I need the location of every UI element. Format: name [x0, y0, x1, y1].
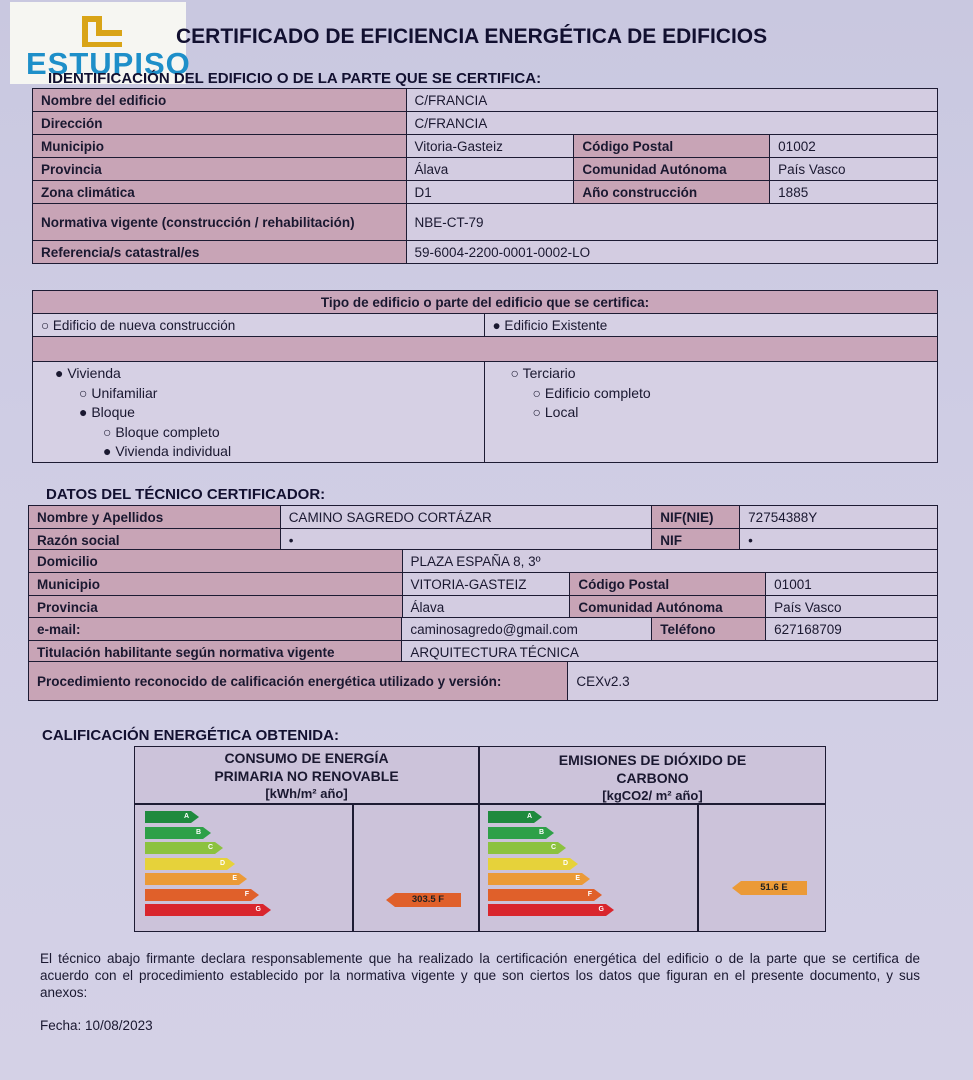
telefono-label: Teléfono — [652, 618, 766, 641]
scale-bar-g — [488, 904, 606, 916]
declaracion-text: El técnico abajo firmante declara responsablemente que ha realizado la certificación energética del edificio o de la parte que se certifica de acuerdo con el procedimiento establecido por la normativa vigente y que son ciertos los datos que figuran en el presente documento, y sus anexos: — [40, 951, 920, 1000]
procedimiento-value: CEXv2.3 — [568, 662, 938, 701]
tipo-edificio-table — [32, 290, 938, 463]
scale-bar-b — [145, 827, 203, 839]
domicilio-label: Domicilio — [29, 550, 403, 573]
scale-bar-b — [488, 827, 546, 839]
tec-municipio-value: VITORIA-GASTEIZ — [402, 573, 570, 596]
fecha-text: Fecha: 10/08/2023 — [40, 1018, 153, 1033]
tecnico-table-a — [28, 505, 938, 552]
logo-text: ESTUPISO — [26, 46, 191, 81]
scale-letter-f: F — [244, 890, 249, 898]
scale-bar-c — [145, 842, 215, 854]
emisiones-scale — [488, 809, 688, 927]
tecnico-table-d — [28, 661, 938, 701]
telefono-value: 627168709 — [766, 618, 938, 641]
nombre-apellidos-label: Nombre y Apellidos — [29, 506, 281, 529]
emisiones-title-line2: CARBONO — [616, 770, 689, 786]
anio-value: 1885 — [770, 181, 938, 204]
direccion-label: Dirección — [33, 112, 407, 135]
scale-bar-g — [145, 904, 263, 916]
scale-bar-a — [488, 811, 534, 823]
referencia-label: Referencia/s catastral/es — [33, 241, 407, 264]
nombre-edificio-label: Nombre del edificio — [33, 89, 407, 112]
scale-letter-b: B — [538, 828, 544, 836]
scale-bar-c — [488, 842, 558, 854]
comunidad-label: Comunidad Autónoma — [574, 158, 770, 181]
scale-bar-f — [145, 889, 251, 901]
consumo-title-line1: CONSUMO DE ENERGÍA — [224, 750, 389, 766]
scale-letter-f: F — [587, 890, 592, 898]
scale-bar-f — [488, 889, 594, 901]
domicilio-value: PLAZA ESPAÑA 8, 3º — [402, 550, 937, 573]
scale-letter-a: A — [526, 813, 532, 820]
anio-label: Año construcción — [574, 181, 770, 204]
razon-social-value: • — [280, 529, 652, 552]
codigo-postal-value: 01002 — [770, 135, 938, 158]
procedimiento-label: Procedimiento reconocido de calificación energética utilizado y versión: — [29, 662, 568, 701]
scale-letter-c: C — [550, 844, 556, 851]
local-option: ○ Local — [532, 404, 579, 420]
email-label: e-mail: — [29, 618, 402, 641]
scale-letter-d: D — [219, 859, 225, 867]
scale-letter-c: C — [207, 844, 213, 851]
unifamiliar-option: ○ Unifamiliar — [79, 384, 158, 401]
scale-letter-a: A — [183, 813, 189, 820]
nif-label: NIF — [652, 529, 740, 552]
normativa-value: NBE-CT-79 — [406, 204, 937, 241]
provincia-value: Álava — [406, 158, 574, 181]
nif-nie-value: 72754388Y — [740, 506, 938, 529]
vivienda-options — [33, 362, 485, 463]
scale-bar-d — [145, 858, 227, 870]
normativa-label: Normativa vigente (construcción / rehabilitación) — [33, 204, 407, 241]
building-table — [32, 88, 938, 264]
tipo-edificio-heading: Tipo de edificio o parte del edificio que se certifica: — [33, 291, 938, 314]
tecnico-table-c — [28, 617, 938, 664]
municipio-value: Vitoria-Gasteiz — [406, 135, 574, 158]
tec-provincia-label: Provincia — [29, 596, 403, 619]
bloque-option: ● Bloque — [79, 404, 135, 420]
scale-letter-d: D — [562, 859, 568, 867]
vivienda-individual-option: ● Vivienda individual — [103, 443, 232, 459]
tec-cp-value: 01001 — [766, 573, 938, 596]
nif-value: • — [740, 529, 938, 552]
nueva-construccion-option: ○ Edificio de nueva construcción — [33, 314, 485, 337]
referencia-value: 59-6004-2200-0001-0002-LO — [406, 241, 937, 264]
terciario-options — [484, 362, 937, 463]
tecnico-table-b — [28, 549, 938, 619]
provincia-label: Provincia — [33, 158, 407, 181]
titulacion-value: ARQUITECTURA TÉCNICA — [402, 641, 938, 664]
scale-letter-g: G — [598, 906, 604, 913]
scale-letter-g: G — [255, 906, 261, 913]
bloque-completo-option: ○ Bloque completo — [103, 423, 220, 440]
municipio-label: Municipio — [33, 135, 407, 158]
consumo-unit: [kWh/m² año] — [265, 786, 348, 801]
house-logo-icon — [82, 16, 122, 48]
tec-municipio-label: Municipio — [29, 573, 403, 596]
section-calificacion-heading: CALIFICACIÓN ENERGÉTICA OBTENIDA: — [42, 727, 339, 744]
edificio-existente-option: ● Edificio Existente — [484, 314, 937, 337]
scale-letter-e: E — [232, 875, 237, 882]
email-value: caminosagredo@gmail.com — [402, 618, 652, 641]
scale-bar-e — [488, 873, 582, 885]
consumo-result-marker: 303.5 F — [395, 893, 461, 907]
edificio-completo-option: ○ Edificio completo — [532, 384, 651, 401]
scale-bar-d — [488, 858, 570, 870]
scale-letter-e: E — [575, 875, 580, 882]
nif-nie-label: NIF(NIE) — [652, 506, 740, 529]
scale-letter-b: B — [195, 828, 201, 836]
scale-bar-e — [145, 873, 239, 885]
section-tecnico-heading: DATOS DEL TÉCNICO CERTIFICADOR: — [46, 486, 326, 503]
consumo-scale — [145, 809, 345, 927]
tec-comunidad-value: País Vasco — [766, 596, 938, 619]
rating-panel — [134, 746, 826, 932]
titulacion-label: Titulación habilitante según normativa vigente — [29, 641, 402, 664]
consumo-title-line2: PRIMARIA NO RENOVABLE — [214, 768, 399, 784]
scale-bar-a — [145, 811, 191, 823]
zona-label: Zona climática — [33, 181, 407, 204]
page-title: CERTIFICADO DE EFICIENCIA ENERGÉTICA DE EDIFICIOS — [176, 25, 768, 48]
razon-social-label: Razón social — [29, 529, 281, 552]
zona-value: D1 — [406, 181, 574, 204]
vivienda-option: ● Vivienda — [55, 365, 121, 381]
tec-cp-label: Código Postal — [570, 573, 766, 596]
tec-comunidad-label: Comunidad Autónoma — [570, 596, 766, 619]
consumo-header — [135, 749, 478, 803]
direccion-value: C/FRANCIA — [406, 112, 937, 135]
spacer-row — [33, 337, 938, 362]
emisiones-title-line1: EMISIONES DE DIÓXIDO DE — [558, 752, 747, 768]
tec-provincia-value: Álava — [402, 596, 570, 619]
terciario-option: ○ Terciario — [510, 365, 576, 381]
comunidad-value: País Vasco — [770, 158, 938, 181]
section-identificacion-heading: IDENTIFICACIÓN DEL EDIFICIO O DE LA PARTE QUE SE CERTIFICA: — [48, 70, 542, 87]
emisiones-header — [480, 751, 825, 805]
nombre-apellidos-value: CAMINO SAGREDO CORTÁZAR — [280, 506, 652, 529]
emisiones-unit: [kgCO2/ m² año] — [602, 788, 703, 803]
nombre-edificio-value: C/FRANCIA — [406, 89, 937, 112]
emisiones-result-marker: 51.6 E — [741, 881, 807, 895]
codigo-postal-label: Código Postal — [574, 135, 770, 158]
